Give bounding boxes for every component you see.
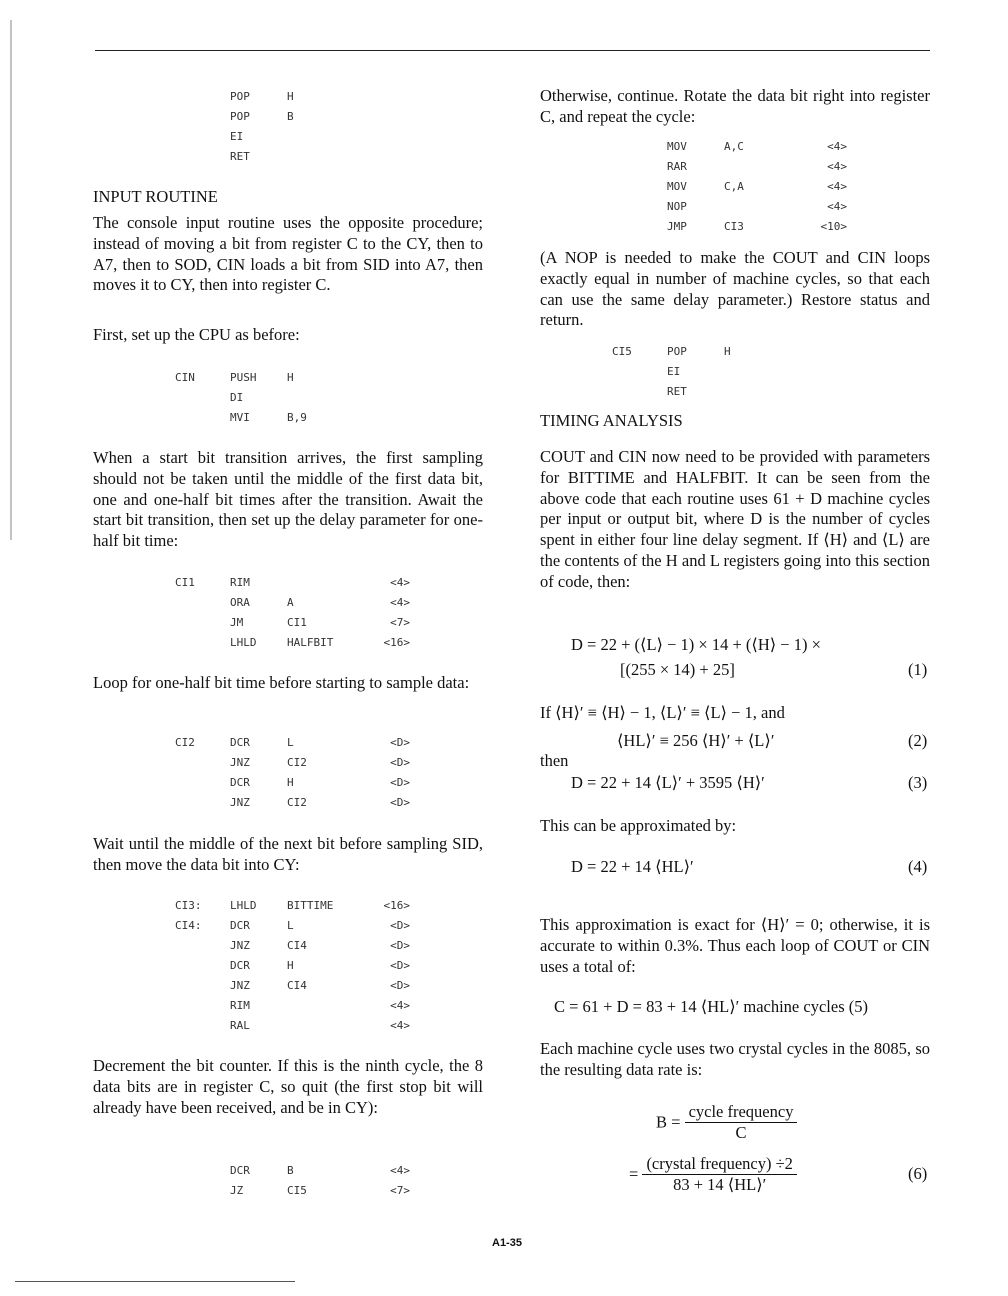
equation-1-line-a: D = 22 + (⟨L⟩ − 1) × 14 + (⟨H⟩ − 1) × <box>571 635 821 654</box>
code-opcode: LHLD <box>230 899 257 912</box>
code-opcode: JZ <box>230 1184 244 1197</box>
equation-2-number: (2) <box>908 731 928 750</box>
equation-4: D = 22 + 14 ⟨HL⟩′ <box>571 857 694 876</box>
code-cycles: <4> <box>390 999 410 1012</box>
equation-1-line-b: [(255 × 14) + 25] <box>620 660 735 679</box>
code-opcode: JMP <box>667 220 687 233</box>
eq6-equals: = <box>629 1164 639 1184</box>
code-operand: CI3 <box>724 220 744 233</box>
code-cycles: <16> <box>383 899 410 912</box>
equation-4-number: (4) <box>908 857 928 876</box>
code-operand: A <box>287 596 294 609</box>
code-operand: H <box>287 371 294 384</box>
paragraph-setup: First, set up the CPU as before: <box>93 325 300 344</box>
code-label: CI5 <box>612 345 632 358</box>
code-label: CI3: <box>175 899 202 912</box>
code-opcode: JNZ <box>230 979 250 992</box>
equation-2-line-b: ⟨HL⟩′ ≡ 256 ⟨H⟩′ + ⟨L⟩′ <box>617 731 775 750</box>
code-opcode: DCR <box>230 919 250 932</box>
paragraph-approx: This can be approximated by: <box>540 816 737 835</box>
code-operand: A,C <box>724 140 744 153</box>
eq6-denominator-1: C <box>735 1123 747 1142</box>
code-opcode: JNZ <box>230 939 250 952</box>
code-cycles: <4> <box>390 1164 410 1177</box>
code-cycles: <7> <box>390 616 410 629</box>
code-opcode: EI <box>230 130 244 143</box>
code-opcode: RAR <box>667 160 687 173</box>
code-operand: CI4 <box>287 939 307 952</box>
equation-3: D = 22 + 14 ⟨L⟩′ + 3595 ⟨H⟩′ <box>571 773 765 792</box>
code-operand: C,A <box>724 180 744 193</box>
code-cycles: <D> <box>390 776 410 789</box>
paragraph-decrement: Decrement the bit counter. If this is the ninth cycle, the 8 data bits are in register C, so quit (the first stop bit will already have been received, and be in CY): <box>93 1056 483 1117</box>
code-opcode: RET <box>667 385 687 398</box>
scan-margin-mark <box>10 20 12 540</box>
code-cycles: <7> <box>390 1184 410 1197</box>
code-opcode: DCR <box>230 776 250 789</box>
eq6-fraction-1 <box>685 1102 798 1143</box>
code-opcode: DCR <box>230 1164 250 1177</box>
code-operand: CI2 <box>287 756 307 769</box>
code-opcode: DI <box>230 391 244 404</box>
code-label: CI4: <box>175 919 202 932</box>
paragraph-timing: COUT and CIN now need to be provided with parameters for BITTIME and HALFBIT. It can be seen from the above code that each routine uses 61 + D machine cycles per input or output bit, where D is the number of cycles spent in either four line delay segment. If ⟨H⟩ and ⟨L⟩ are the contents of the H and L registers going into this section of code, then: <box>540 447 930 591</box>
code-cycles: <4> <box>827 140 847 153</box>
code-operand: L <box>287 919 294 932</box>
paragraph-otherwise: Otherwise, continue. Rotate the data bit right into register C, and repeat the cycle: <box>540 86 930 126</box>
code-operand: L <box>287 736 294 749</box>
paragraph-loop: Loop for one-half bit time before starting to sample data: <box>93 673 470 692</box>
footer-rule <box>15 1281 295 1282</box>
equation-1-number: (1) <box>908 660 928 679</box>
code-operand: H <box>724 345 731 358</box>
code-operand: CI5 <box>287 1184 307 1197</box>
code-label: CI2 <box>175 736 195 749</box>
equation-3-number: (3) <box>908 773 928 792</box>
code-cycles: <16> <box>383 636 410 649</box>
equation-2-line-a: If ⟨H⟩′ ≡ ⟨H⟩ − 1, ⟨L⟩′ ≡ ⟨L⟩ − 1, and <box>540 703 785 722</box>
code-opcode: RIM <box>230 999 250 1012</box>
paragraph-each-cycle: Each machine cycle uses two crystal cycles in the 8085, so the resulting data rate is: <box>540 1039 930 1079</box>
code-cycles: <D> <box>390 939 410 952</box>
code-operand: B <box>287 110 294 123</box>
then-label: then <box>540 751 569 770</box>
page-number: A1-35 <box>492 1237 522 1249</box>
code-opcode: NOP <box>667 200 687 213</box>
code-opcode: MVI <box>230 411 250 424</box>
code-cycles: <4> <box>390 1019 410 1032</box>
equation-6b <box>629 1154 797 1195</box>
code-opcode: ORA <box>230 596 250 609</box>
code-cycles: <4> <box>827 200 847 213</box>
code-cycles: <D> <box>390 919 410 932</box>
code-cycles: <D> <box>390 959 410 972</box>
code-opcode: POP <box>667 345 687 358</box>
code-cycles: <D> <box>390 796 410 809</box>
equation-6a <box>656 1102 797 1143</box>
code-opcode: RET <box>230 150 250 163</box>
code-opcode: POP <box>230 90 250 103</box>
code-opcode: JNZ <box>230 796 250 809</box>
equation-6-number: (6) <box>908 1164 928 1183</box>
heading-input-routine: INPUT ROUTINE <box>93 187 218 206</box>
code-opcode: EI <box>667 365 681 378</box>
code-operand: B,9 <box>287 411 307 424</box>
code-cycles: <10> <box>820 220 847 233</box>
eq6-denominator-2: 83 + 14 ⟨HL⟩′ <box>673 1175 767 1194</box>
code-opcode: PUSH <box>230 371 257 384</box>
code-opcode: RIM <box>230 576 250 589</box>
code-cycles: <D> <box>390 736 410 749</box>
code-cycles: <4> <box>827 180 847 193</box>
paragraph-wait: Wait until the middle of the next bit before sampling SID, then move the data bit into CY: <box>93 834 483 874</box>
code-operand: B <box>287 1164 294 1177</box>
code-cycles: <D> <box>390 756 410 769</box>
code-opcode: LHLD <box>230 636 257 649</box>
code-opcode: POP <box>230 110 250 123</box>
eq6-numerator-2: (crystal frequency) ÷2 <box>642 1154 797 1175</box>
code-cycles: <4> <box>827 160 847 173</box>
eq6-fraction-2 <box>642 1154 797 1195</box>
code-operand: CI1 <box>287 616 307 629</box>
code-opcode: JM <box>230 616 244 629</box>
code-opcode: DCR <box>230 736 250 749</box>
paragraph-exact: This approximation is exact for ⟨H⟩′ = 0; otherwise, it is accurate to within 0.3%. Thus each loop of COUT or CIN uses a total of: <box>540 915 930 976</box>
paragraph-input: The console input routine uses the opposite procedure; instead of moving a bit from register C to the CY, then to A7, then to SOD, CIN loads a bit from SID into A7, then moves it to CY, then into register C. <box>93 213 483 295</box>
code-label: CIN <box>175 371 195 384</box>
eq6-numerator-1: cycle frequency <box>688 1102 794 1121</box>
header-rule <box>95 50 930 51</box>
code-operand: H <box>287 90 294 103</box>
code-operand: CI4 <box>287 979 307 992</box>
code-opcode: MOV <box>667 140 687 153</box>
equation-5: C = 61 + D = 83 + 14 ⟨HL⟩′ machine cycles (5) <box>554 997 868 1016</box>
code-cycles: <4> <box>390 596 410 609</box>
code-cycles: <D> <box>390 979 410 992</box>
code-opcode: RAL <box>230 1019 250 1032</box>
code-operand: H <box>287 959 294 972</box>
heading-timing-analysis: TIMING ANALYSIS <box>540 411 683 430</box>
code-operand: HALFBIT <box>287 636 334 649</box>
code-label: CI1 <box>175 576 195 589</box>
code-cycles: <4> <box>390 576 410 589</box>
code-operand: H <box>287 776 294 789</box>
paragraph-start-bit: When a start bit transition arrives, the first sampling should not be taken until the middle of the first data bit, one and one-half bit times after the transition. Await the start bit transition, then set up the delay parameter for one-half bit time: <box>93 448 483 551</box>
code-opcode: MOV <box>667 180 687 193</box>
code-operand: BITTIME <box>287 899 334 912</box>
eq6-lhs: B = <box>656 1112 681 1132</box>
paragraph-nop: (A NOP is needed to make the COUT and CIN loops exactly equal in number of machine cycles, so that each can use the same delay parameter.) Restore status and return. <box>540 248 930 330</box>
code-operand: CI2 <box>287 796 307 809</box>
code-opcode: DCR <box>230 959 250 972</box>
code-opcode: JNZ <box>230 756 250 769</box>
